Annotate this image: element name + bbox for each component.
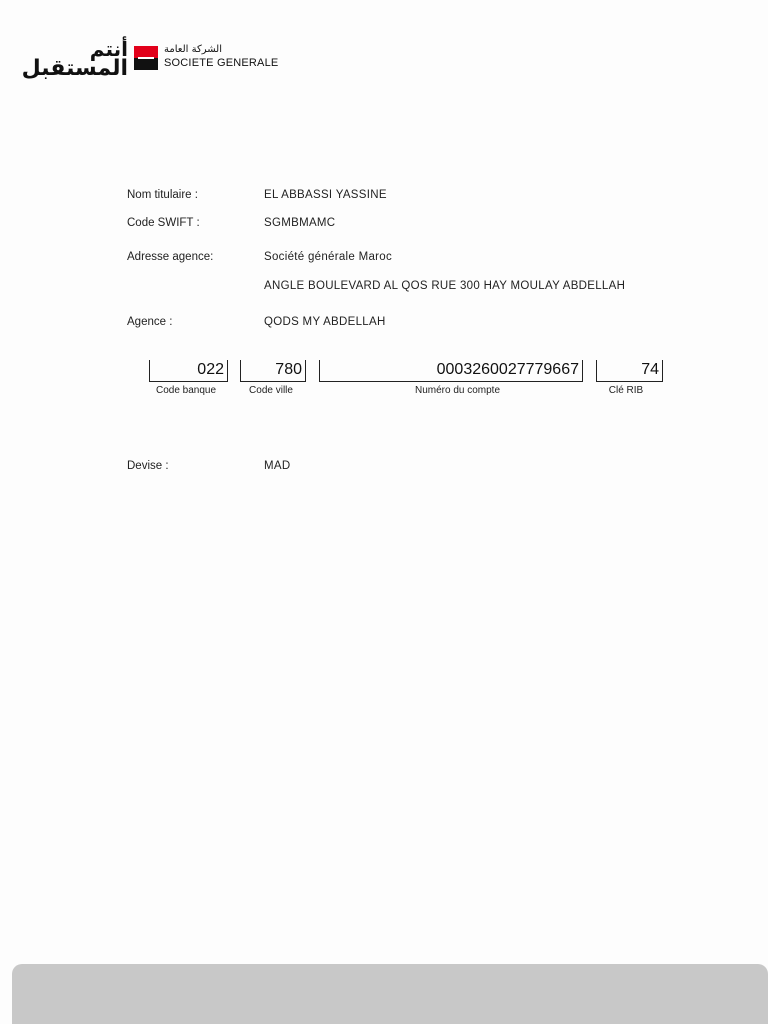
city-code-caption: Code ville (249, 385, 293, 396)
city-code-value: 780 (275, 361, 302, 378)
bank-code-value: 022 (197, 361, 224, 378)
address-label: Adresse agence: (127, 251, 214, 263)
account-number-box (319, 360, 583, 382)
arabic-slogan-line1: أنتم (89, 37, 128, 61)
address-value-line2: ANGLE BOULEVARD AL QOS RUE 300 HAY MOULAY ABDELLAH (264, 280, 626, 292)
account-number-caption: Numéro du compte (414, 385, 501, 396)
account-number-value: 0003260027779667 (436, 361, 579, 378)
bank-code-box (149, 360, 228, 382)
swift-label: Code SWIFT : (127, 217, 200, 229)
currency-value: MAD (264, 460, 291, 472)
currency-label: Devise : (127, 460, 169, 472)
bank-code-caption: Code banque (155, 385, 217, 396)
city-code-box (240, 360, 306, 382)
holder-label: Nom titulaire : (127, 189, 198, 201)
rib-key-box (596, 360, 663, 382)
holder-value: EL ABBASSI YASSINE (264, 189, 387, 201)
swift-value: SGMBMAMC (264, 217, 336, 229)
address-value-line1: Société générale Maroc (264, 251, 393, 263)
agency-value: QODS MY ABDELLAH (264, 316, 386, 328)
arabic-slogan-line2: المستقبل (21, 56, 128, 81)
societe-generale-logo-icon (134, 46, 158, 70)
footer-bar (12, 964, 768, 1024)
bank-name-arabic: الشركة العامة (164, 44, 222, 55)
arabic-slogan-logo (21, 37, 128, 82)
agency-label: Agence : (127, 316, 173, 328)
bank-name-latin: SOCIETE GENERALE (164, 57, 279, 69)
rib-key-value: 74 (641, 361, 659, 378)
rib-key-caption: Clé RIB (608, 385, 644, 396)
